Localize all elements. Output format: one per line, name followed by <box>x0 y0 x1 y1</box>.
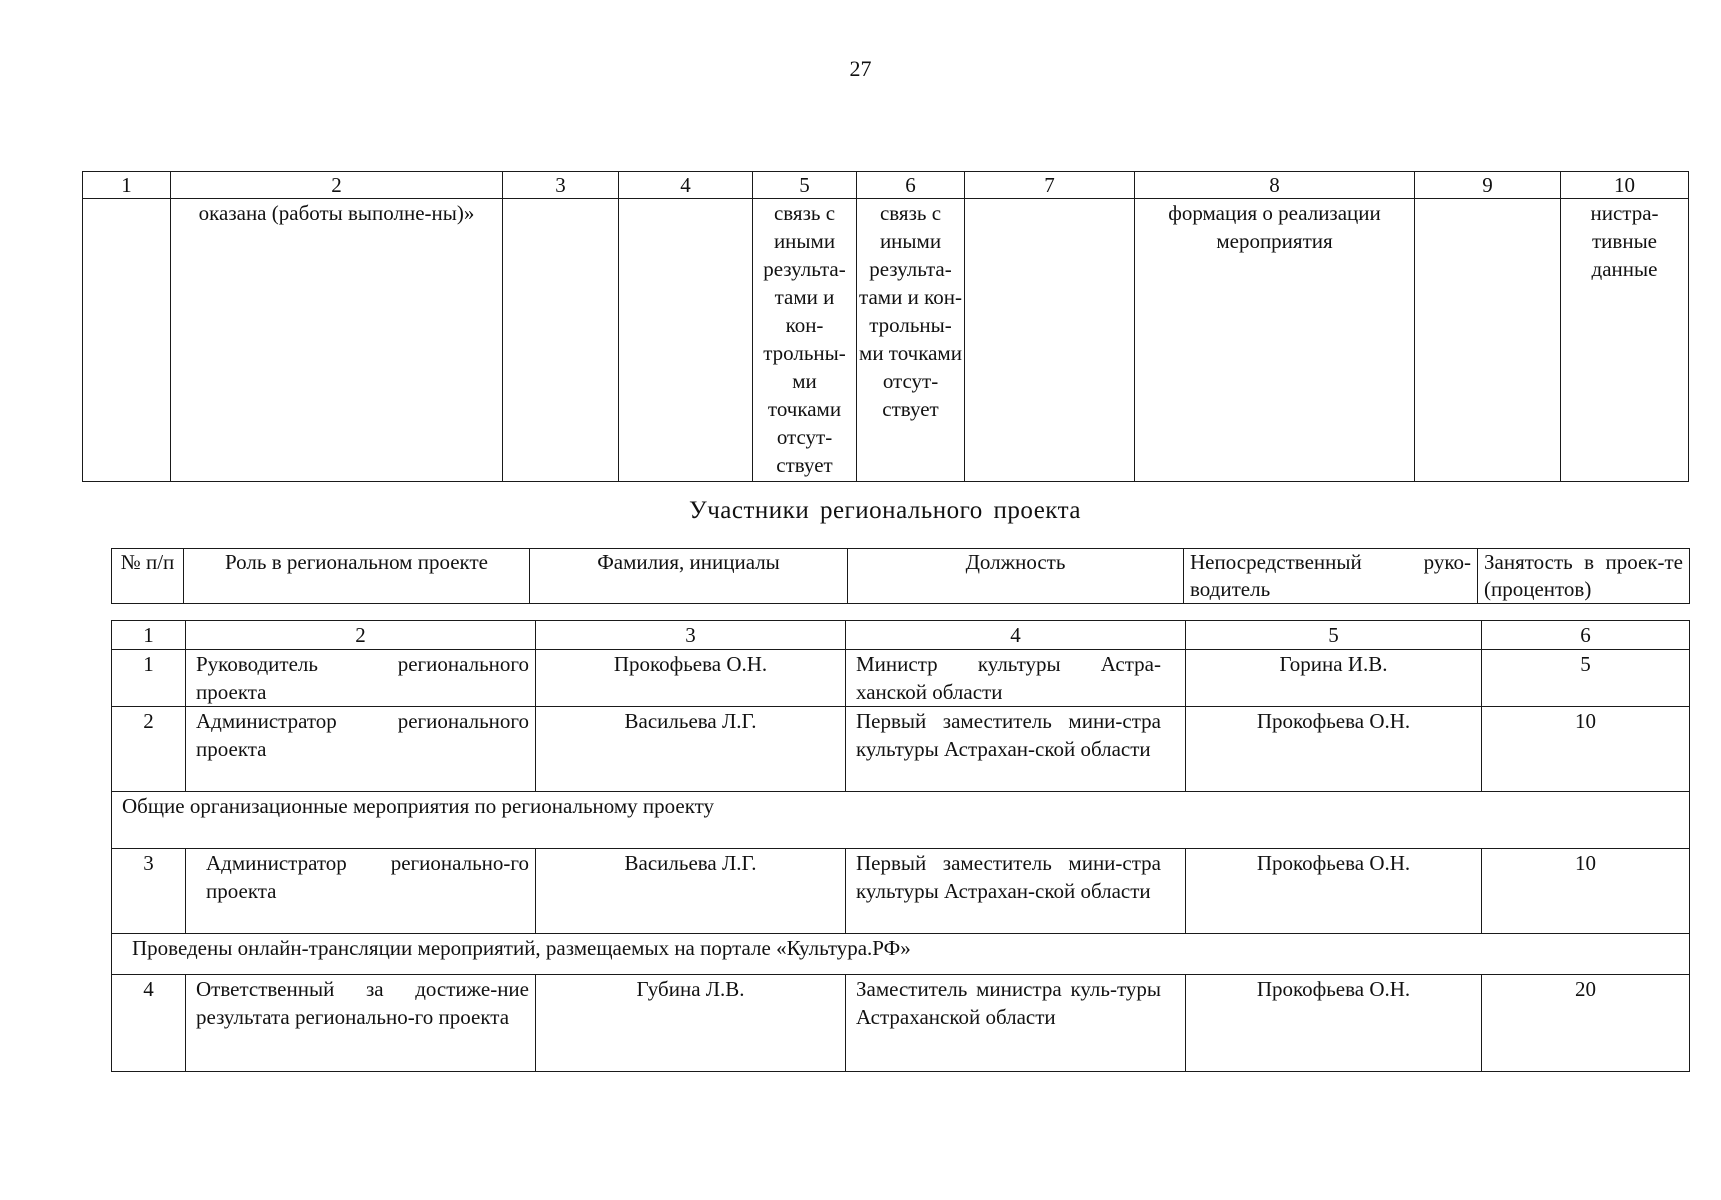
employment-cell: 20 <box>1482 975 1690 1072</box>
section-row <box>112 934 1690 975</box>
participants-table <box>111 620 1690 1072</box>
column-number: 6 <box>857 172 965 199</box>
column-number: 9 <box>1415 172 1561 199</box>
supervisor-cell: Прокофьева О.Н. <box>1186 849 1482 934</box>
employment-cell: 5 <box>1482 650 1690 707</box>
row-num: 3 <box>112 849 186 934</box>
row-num: 4 <box>112 975 186 1072</box>
table-row <box>83 199 1689 482</box>
continuation-table <box>82 171 1689 482</box>
header-row <box>112 549 1690 604</box>
column-number: 5 <box>753 172 857 199</box>
table-cell: связь с иными результа-тами и кон-трольны-ми точками отсут-ствует <box>857 199 965 482</box>
name-cell: Губина Л.В. <box>536 975 846 1072</box>
name-cell: Прокофьева О.Н. <box>536 650 846 707</box>
table-row <box>112 975 1690 1072</box>
column-number: 10 <box>1561 172 1689 199</box>
row-num: 1 <box>112 650 186 707</box>
supervisor-cell: Прокофьева О.Н. <box>1186 707 1482 792</box>
table-row <box>112 650 1690 707</box>
position-cell: Министр культуры Астра-ханской области <box>846 650 1186 707</box>
table-cell <box>503 199 619 482</box>
column-number: 6 <box>1482 621 1690 650</box>
role-cell: Ответственный за достиже-ние результата регионально-го проекта <box>186 975 536 1072</box>
column-number: 3 <box>536 621 846 650</box>
header-employment: Занятость в проек-те (процентов) <box>1478 549 1690 604</box>
role-cell: Администратор регионально-го проекта <box>186 849 536 934</box>
column-number: 8 <box>1135 172 1415 199</box>
table-cell: формация о реализации мероприятия <box>1135 199 1415 482</box>
page-number: 27 <box>849 56 872 81</box>
row-num: 2 <box>112 707 186 792</box>
employment-cell: 10 <box>1482 849 1690 934</box>
column-number: 1 <box>83 172 171 199</box>
column-number: 3 <box>503 172 619 199</box>
supervisor-cell: Прокофьева О.Н. <box>1186 975 1482 1072</box>
section-title: Участники регионального проекта <box>689 497 1081 524</box>
header-num: № п/п <box>112 549 184 604</box>
role-cell: Руководитель регионального проекта <box>186 650 536 707</box>
header-supervisor: Непосредственный руко-водитель <box>1184 549 1478 604</box>
name-cell: Васильева Л.Г. <box>536 707 846 792</box>
role-cell: Администратор регионального проекта <box>186 707 536 792</box>
column-number: 2 <box>186 621 536 650</box>
table-row <box>112 707 1690 792</box>
column-number-row <box>83 172 1689 199</box>
header-role: Роль в региональном проекте <box>184 549 530 604</box>
table-cell <box>619 199 753 482</box>
table-cell <box>83 199 171 482</box>
column-number: 4 <box>846 621 1186 650</box>
position-cell: Первый заместитель мини-стра культуры Астрахан-ской области <box>846 707 1186 792</box>
column-number: 1 <box>112 621 186 650</box>
section-heading: Проведены онлайн-трансляции мероприятий, размещаемых на портале «Культура.РФ» <box>112 934 1690 975</box>
table-cell: нистра-тивные данные <box>1561 199 1689 482</box>
column-number: 5 <box>1186 621 1482 650</box>
table-cell <box>965 199 1135 482</box>
position-cell: Заместитель министра куль-туры Астраханской области <box>846 975 1186 1072</box>
section-row <box>112 792 1690 849</box>
column-number: 2 <box>171 172 503 199</box>
participants-header-table <box>111 548 1690 604</box>
header-position: Должность <box>848 549 1184 604</box>
table-cell: связь с иными результа-тами и кон-трольны-ми точками отсут-ствует <box>753 199 857 482</box>
table-cell: оказана (работы выполне-ны)» <box>171 199 503 482</box>
column-number-row <box>112 621 1690 650</box>
section-heading: Общие организационные мероприятия по региональному проекту <box>112 792 1690 849</box>
supervisor-cell: Горина И.В. <box>1186 650 1482 707</box>
name-cell: Васильева Л.Г. <box>536 849 846 934</box>
column-number: 4 <box>619 172 753 199</box>
column-number: 7 <box>965 172 1135 199</box>
employment-cell: 10 <box>1482 707 1690 792</box>
header-name: Фамилия, инициалы <box>530 549 848 604</box>
table-row <box>112 849 1690 934</box>
table-cell <box>1415 199 1561 482</box>
position-cell: Первый заместитель мини-стра культуры Астрахан-ской области <box>846 849 1186 934</box>
